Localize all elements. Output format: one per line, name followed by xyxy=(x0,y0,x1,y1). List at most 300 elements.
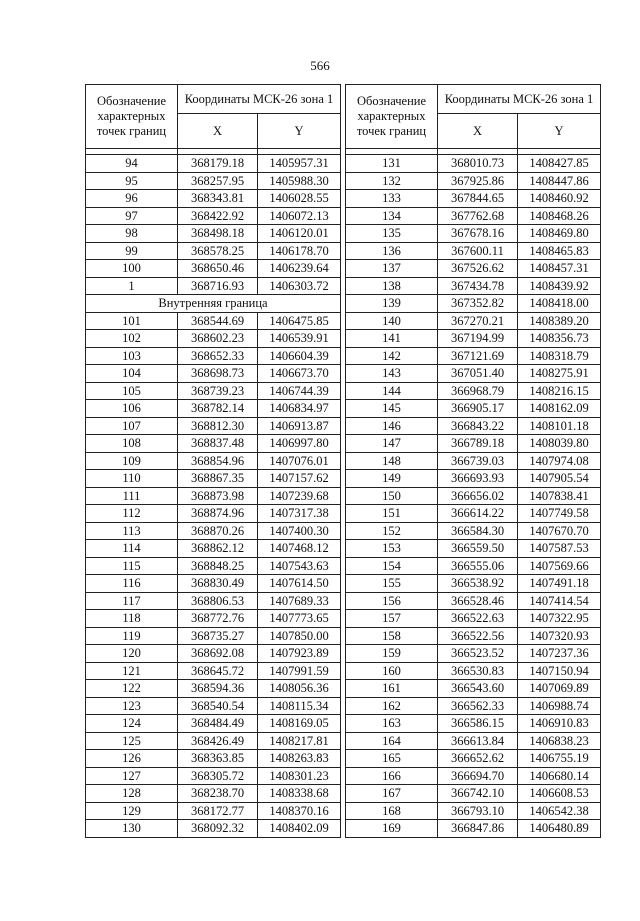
y-cell: 1406988.74 xyxy=(518,697,601,715)
x-cell: 366562.33 xyxy=(438,697,518,715)
x-cell: 367121.69 xyxy=(438,347,518,365)
y-cell: 1406239.64 xyxy=(258,260,341,278)
table-row xyxy=(86,365,341,383)
x-cell: 368862.12 xyxy=(178,540,258,558)
y-cell: 1407670.70 xyxy=(518,522,601,540)
point-id-cell: 147 xyxy=(346,435,438,453)
table-row xyxy=(86,802,341,820)
x-cell: 366789.18 xyxy=(438,435,518,453)
coords-header: Координаты МСК-26 зона 1 xyxy=(178,85,341,114)
x-cell: 368848.25 xyxy=(178,557,258,575)
y-cell: 1407239.68 xyxy=(258,487,341,505)
y-cell: 1407150.94 xyxy=(518,662,601,680)
point-id-cell: 153 xyxy=(346,540,438,558)
point-id-cell: 166 xyxy=(346,767,438,785)
table-row xyxy=(86,277,341,295)
x-cell: 368650.46 xyxy=(178,260,258,278)
y-cell: 1408356.73 xyxy=(518,330,601,348)
table-row xyxy=(86,627,341,645)
y-cell: 1408263.83 xyxy=(258,750,341,768)
point-id-cell: 104 xyxy=(86,365,178,383)
y-cell: 1408460.92 xyxy=(518,190,601,208)
y-cell: 1408389.20 xyxy=(518,312,601,330)
x-cell: 368578.25 xyxy=(178,242,258,260)
y-cell: 1405957.31 xyxy=(258,155,341,173)
x-cell: 368594.36 xyxy=(178,680,258,698)
table-row xyxy=(86,697,341,715)
point-id-cell: 151 xyxy=(346,505,438,523)
x-cell: 368692.08 xyxy=(178,645,258,663)
table-row xyxy=(86,505,341,523)
point-id-cell: 163 xyxy=(346,715,438,733)
y-cell: 1406480.89 xyxy=(518,820,601,838)
x-cell: 366584.30 xyxy=(438,522,518,540)
x-cell: 366847.86 xyxy=(438,820,518,838)
table-row xyxy=(346,785,601,803)
y-cell: 1406755.19 xyxy=(518,750,601,768)
x-cell: 367678.16 xyxy=(438,225,518,243)
x-cell: 366522.63 xyxy=(438,610,518,628)
table-row xyxy=(346,452,601,470)
table-row xyxy=(346,242,601,260)
point-id-cell: 131 xyxy=(346,155,438,173)
y-cell: 1408217.81 xyxy=(258,732,341,750)
x-cell: 367270.21 xyxy=(438,312,518,330)
point-id-cell: 155 xyxy=(346,575,438,593)
table-row xyxy=(86,767,341,785)
y-cell: 1406475.85 xyxy=(258,312,341,330)
point-id-cell: 101 xyxy=(86,312,178,330)
table-row xyxy=(346,522,601,540)
point-id-cell: 136 xyxy=(346,242,438,260)
y-cell: 1407773.65 xyxy=(258,610,341,628)
table-row xyxy=(346,260,601,278)
table-row xyxy=(86,470,341,488)
x-cell: 368498.18 xyxy=(178,225,258,243)
x-cell: 368422.92 xyxy=(178,207,258,225)
y-cell: 1407157.62 xyxy=(258,470,341,488)
points-header: Обозначение характерных точек границ xyxy=(346,85,438,149)
point-id-cell: 108 xyxy=(86,435,178,453)
x-cell: 368870.26 xyxy=(178,522,258,540)
table-row xyxy=(346,505,601,523)
table-row xyxy=(86,610,341,628)
coordinates-table-right xyxy=(345,84,601,838)
y-cell: 1407689.33 xyxy=(258,592,341,610)
y-cell: 1408427.85 xyxy=(518,155,601,173)
x-cell: 366559.50 xyxy=(438,540,518,558)
x-cell: 366543.60 xyxy=(438,680,518,698)
point-id-cell: 99 xyxy=(86,242,178,260)
y-cell: 1408301.23 xyxy=(258,767,341,785)
table-row xyxy=(346,487,601,505)
table-row xyxy=(86,557,341,575)
table-row xyxy=(346,155,601,173)
point-id-cell: 125 xyxy=(86,732,178,750)
y-cell: 1408169.05 xyxy=(258,715,341,733)
table-row xyxy=(86,732,341,750)
table-row xyxy=(86,715,341,733)
table-row xyxy=(86,750,341,768)
point-id-cell: 156 xyxy=(346,592,438,610)
y-cell: 1407991.59 xyxy=(258,662,341,680)
table-row xyxy=(86,382,341,400)
table-row xyxy=(346,732,601,750)
x-cell: 366530.83 xyxy=(438,662,518,680)
boundary-label-row xyxy=(86,295,341,313)
point-id-cell: 142 xyxy=(346,347,438,365)
table-row xyxy=(346,225,601,243)
y-cell: 1408039.80 xyxy=(518,435,601,453)
x-cell: 368602.23 xyxy=(178,330,258,348)
boundary-label: Внутренняя граница xyxy=(86,295,341,313)
point-id-cell: 129 xyxy=(86,802,178,820)
point-id-cell: 149 xyxy=(346,470,438,488)
point-id-cell: 122 xyxy=(86,680,178,698)
x-cell: 368874.96 xyxy=(178,505,258,523)
y-cell: 1405988.30 xyxy=(258,172,341,190)
point-id-cell: 123 xyxy=(86,697,178,715)
y-cell: 1408402.09 xyxy=(258,820,341,838)
table-row xyxy=(346,330,601,348)
y-cell: 1407749.58 xyxy=(518,505,601,523)
y-cell: 1406673.70 xyxy=(258,365,341,383)
x-cell: 366694.70 xyxy=(438,767,518,785)
y-cell: 1408275.91 xyxy=(518,365,601,383)
x-cell: 368867.35 xyxy=(178,470,258,488)
table-row xyxy=(346,277,601,295)
y-header: Y xyxy=(258,114,341,149)
x-cell: 367434.78 xyxy=(438,277,518,295)
point-id-cell: 118 xyxy=(86,610,178,628)
point-id-cell: 168 xyxy=(346,802,438,820)
x-cell: 367600.11 xyxy=(438,242,518,260)
y-cell: 1407069.89 xyxy=(518,680,601,698)
point-id-cell: 124 xyxy=(86,715,178,733)
coordinates-table-left xyxy=(85,84,341,838)
y-cell: 1407850.00 xyxy=(258,627,341,645)
point-id-cell: 137 xyxy=(346,260,438,278)
x-cell: 366968.79 xyxy=(438,382,518,400)
y-cell: 1406608.53 xyxy=(518,785,601,803)
x-cell: 368854.96 xyxy=(178,452,258,470)
y-cell: 1407322.95 xyxy=(518,610,601,628)
x-cell: 367051.40 xyxy=(438,365,518,383)
point-id-cell: 94 xyxy=(86,155,178,173)
table-row xyxy=(346,207,601,225)
point-id-cell: 152 xyxy=(346,522,438,540)
x-cell: 366793.10 xyxy=(438,802,518,820)
y-cell: 1408318.79 xyxy=(518,347,601,365)
y-cell: 1406072.13 xyxy=(258,207,341,225)
point-id-cell: 113 xyxy=(86,522,178,540)
table-row xyxy=(346,750,601,768)
x-cell: 367925.86 xyxy=(438,172,518,190)
x-cell: 368544.69 xyxy=(178,312,258,330)
coords-header: Координаты МСК-26 зона 1 xyxy=(438,85,601,114)
y-cell: 1406539.91 xyxy=(258,330,341,348)
table-row xyxy=(86,330,341,348)
point-id-cell: 165 xyxy=(346,750,438,768)
table-row xyxy=(346,382,601,400)
x-cell: 368343.81 xyxy=(178,190,258,208)
table-row xyxy=(346,645,601,663)
point-id-cell: 105 xyxy=(86,382,178,400)
y-cell: 1408056.36 xyxy=(258,680,341,698)
x-cell: 368305.72 xyxy=(178,767,258,785)
y-cell: 1408162.09 xyxy=(518,400,601,418)
table-row xyxy=(346,470,601,488)
y-cell: 1407317.38 xyxy=(258,505,341,523)
table-row xyxy=(346,802,601,820)
y-cell: 1408465.83 xyxy=(518,242,601,260)
x-cell: 366586.15 xyxy=(438,715,518,733)
points-header: Обозначение характерных точек границ xyxy=(86,85,178,149)
y-cell: 1406542.38 xyxy=(518,802,601,820)
point-id-cell: 107 xyxy=(86,417,178,435)
y-cell: 1406913.87 xyxy=(258,417,341,435)
table-row xyxy=(86,645,341,663)
right-table-body xyxy=(346,155,601,838)
point-id-cell: 169 xyxy=(346,820,438,838)
point-id-cell: 103 xyxy=(86,347,178,365)
table-row xyxy=(346,435,601,453)
table-row xyxy=(346,295,601,313)
table-row xyxy=(346,820,601,838)
point-id-cell: 119 xyxy=(86,627,178,645)
table-row xyxy=(86,347,341,365)
y-cell: 1407905.54 xyxy=(518,470,601,488)
table-row xyxy=(86,820,341,838)
x-cell: 368172.77 xyxy=(178,802,258,820)
x-cell: 368782.14 xyxy=(178,400,258,418)
point-id-cell: 130 xyxy=(86,820,178,838)
x-cell: 368698.73 xyxy=(178,365,258,383)
point-id-cell: 150 xyxy=(346,487,438,505)
x-cell: 366613.84 xyxy=(438,732,518,750)
table-row xyxy=(86,785,341,803)
point-id-cell: 102 xyxy=(86,330,178,348)
table-row xyxy=(346,400,601,418)
y-cell: 1407569.66 xyxy=(518,557,601,575)
point-id-cell: 133 xyxy=(346,190,438,208)
table-row xyxy=(86,592,341,610)
y-cell: 1408370.16 xyxy=(258,802,341,820)
table-row xyxy=(346,680,601,698)
x-cell: 368645.72 xyxy=(178,662,258,680)
x-cell: 367352.82 xyxy=(438,295,518,313)
y-cell: 1408338.68 xyxy=(258,785,341,803)
table-row xyxy=(346,575,601,593)
point-id-cell: 96 xyxy=(86,190,178,208)
point-id-cell: 97 xyxy=(86,207,178,225)
table-row xyxy=(86,662,341,680)
table-row xyxy=(86,400,341,418)
y-cell: 1407923.89 xyxy=(258,645,341,663)
y-cell: 1408439.92 xyxy=(518,277,601,295)
point-id-cell: 157 xyxy=(346,610,438,628)
x-cell: 368010.73 xyxy=(438,155,518,173)
table-row xyxy=(86,575,341,593)
table-row xyxy=(86,435,341,453)
table-row xyxy=(86,452,341,470)
page-number: 566 xyxy=(310,58,330,73)
point-id-cell: 132 xyxy=(346,172,438,190)
table-row xyxy=(86,260,341,278)
y-cell: 1407543.63 xyxy=(258,557,341,575)
point-id-cell: 98 xyxy=(86,225,178,243)
y-cell: 1407076.01 xyxy=(258,452,341,470)
point-id-cell: 160 xyxy=(346,662,438,680)
x-cell: 367762.68 xyxy=(438,207,518,225)
x-cell: 368363.85 xyxy=(178,750,258,768)
y-cell: 1406910.83 xyxy=(518,715,601,733)
table-row xyxy=(346,557,601,575)
x-cell: 368772.76 xyxy=(178,610,258,628)
table-row xyxy=(346,540,601,558)
table-row xyxy=(346,697,601,715)
x-cell: 368652.33 xyxy=(178,347,258,365)
point-id-cell: 128 xyxy=(86,785,178,803)
point-id-cell: 135 xyxy=(346,225,438,243)
table-row xyxy=(86,487,341,505)
x-cell: 368716.93 xyxy=(178,277,258,295)
y-cell: 1407587.53 xyxy=(518,540,601,558)
x-cell: 367844.65 xyxy=(438,190,518,208)
x-cell: 368257.95 xyxy=(178,172,258,190)
point-id-cell: 120 xyxy=(86,645,178,663)
table-row xyxy=(346,592,601,610)
table-row xyxy=(86,522,341,540)
table-row xyxy=(346,610,601,628)
x-cell: 366538.92 xyxy=(438,575,518,593)
x-cell: 366523.52 xyxy=(438,645,518,663)
x-cell: 367526.62 xyxy=(438,260,518,278)
x-cell: 368238.70 xyxy=(178,785,258,803)
y-cell: 1407414.54 xyxy=(518,592,601,610)
y-cell: 1407320.93 xyxy=(518,627,601,645)
table-row xyxy=(346,172,601,190)
x-cell: 366843.22 xyxy=(438,417,518,435)
table-row xyxy=(346,662,601,680)
x-cell: 368873.98 xyxy=(178,487,258,505)
y-cell: 1406028.55 xyxy=(258,190,341,208)
x-cell: 368426.49 xyxy=(178,732,258,750)
point-id-cell: 138 xyxy=(346,277,438,295)
y-cell: 1408468.26 xyxy=(518,207,601,225)
point-id-cell: 141 xyxy=(346,330,438,348)
table-row xyxy=(86,155,341,173)
x-cell: 368092.32 xyxy=(178,820,258,838)
table-row xyxy=(86,190,341,208)
point-id-cell: 126 xyxy=(86,750,178,768)
point-id-cell: 109 xyxy=(86,452,178,470)
table-row xyxy=(86,172,341,190)
x-cell: 368179.18 xyxy=(178,155,258,173)
x-cell: 366739.03 xyxy=(438,452,518,470)
table-row xyxy=(346,365,601,383)
x-cell: 368830.49 xyxy=(178,575,258,593)
table-row xyxy=(86,417,341,435)
y-cell: 1406834.97 xyxy=(258,400,341,418)
y-cell: 1408469.80 xyxy=(518,225,601,243)
y-cell: 1408216.15 xyxy=(518,382,601,400)
x-cell: 368812.30 xyxy=(178,417,258,435)
point-id-cell: 162 xyxy=(346,697,438,715)
x-cell: 366614.22 xyxy=(438,505,518,523)
x-cell: 366528.46 xyxy=(438,592,518,610)
point-id-cell: 112 xyxy=(86,505,178,523)
point-id-cell: 111 xyxy=(86,487,178,505)
y-cell: 1407468.12 xyxy=(258,540,341,558)
table-row xyxy=(86,242,341,260)
point-id-cell: 116 xyxy=(86,575,178,593)
y-cell: 1407838.41 xyxy=(518,487,601,505)
point-id-cell: 146 xyxy=(346,417,438,435)
table-row xyxy=(346,190,601,208)
point-id-cell: 154 xyxy=(346,557,438,575)
table-row xyxy=(346,715,601,733)
x-cell: 367194.99 xyxy=(438,330,518,348)
table-row xyxy=(86,312,341,330)
y-cell: 1408418.00 xyxy=(518,295,601,313)
point-id-cell: 159 xyxy=(346,645,438,663)
point-id-cell: 1 xyxy=(86,277,178,295)
y-cell: 1406120.01 xyxy=(258,225,341,243)
point-id-cell: 100 xyxy=(86,260,178,278)
point-id-cell: 144 xyxy=(346,382,438,400)
point-id-cell: 95 xyxy=(86,172,178,190)
point-id-cell: 106 xyxy=(86,400,178,418)
point-id-cell: 167 xyxy=(346,785,438,803)
x-cell: 368484.49 xyxy=(178,715,258,733)
x-cell: 368739.23 xyxy=(178,382,258,400)
table-row xyxy=(86,225,341,243)
point-id-cell: 143 xyxy=(346,365,438,383)
table-row xyxy=(86,207,341,225)
y-cell: 1407974.08 xyxy=(518,452,601,470)
x-cell: 366522.56 xyxy=(438,627,518,645)
table-row xyxy=(346,347,601,365)
y-cell: 1406604.39 xyxy=(258,347,341,365)
y-cell: 1408115.34 xyxy=(258,697,341,715)
y-cell: 1407491.18 xyxy=(518,575,601,593)
y-cell: 1406178.70 xyxy=(258,242,341,260)
x-cell: 368837.48 xyxy=(178,435,258,453)
x-header: X xyxy=(438,114,518,149)
y-cell: 1407400.30 xyxy=(258,522,341,540)
y-cell: 1408447.86 xyxy=(518,172,601,190)
y-cell: 1406744.39 xyxy=(258,382,341,400)
table-row xyxy=(346,627,601,645)
y-cell: 1407614.50 xyxy=(258,575,341,593)
table-row xyxy=(346,767,601,785)
point-id-cell: 140 xyxy=(346,312,438,330)
y-cell: 1407237.36 xyxy=(518,645,601,663)
y-cell: 1408101.18 xyxy=(518,417,601,435)
point-id-cell: 114 xyxy=(86,540,178,558)
table-row xyxy=(346,417,601,435)
x-header: X xyxy=(178,114,258,149)
y-cell: 1408457.31 xyxy=(518,260,601,278)
x-cell: 366555.06 xyxy=(438,557,518,575)
point-id-cell: 164 xyxy=(346,732,438,750)
x-cell: 368806.53 xyxy=(178,592,258,610)
x-cell: 366656.02 xyxy=(438,487,518,505)
table-row xyxy=(346,312,601,330)
x-cell: 368540.54 xyxy=(178,697,258,715)
point-id-cell: 158 xyxy=(346,627,438,645)
